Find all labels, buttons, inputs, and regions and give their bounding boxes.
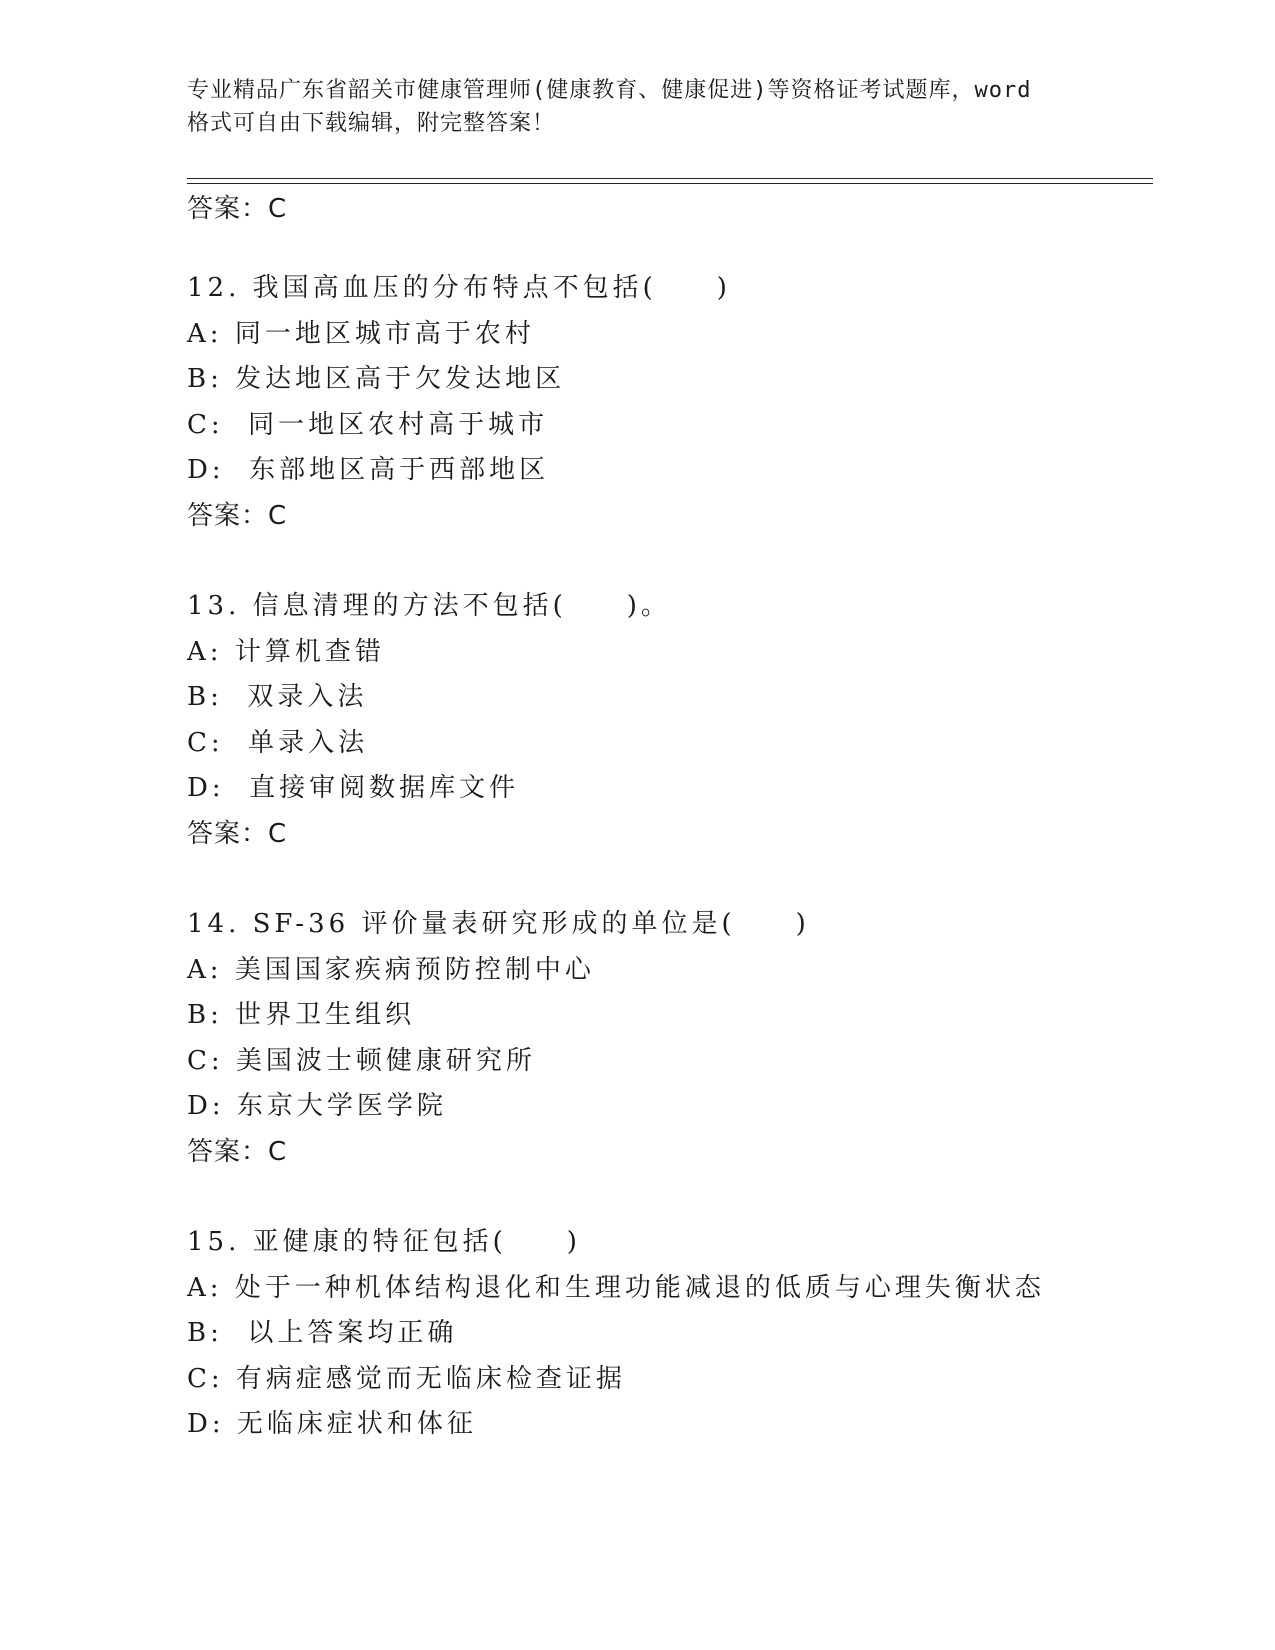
- answer-line: 答案：C: [187, 818, 288, 849]
- option-text: 同一地区农村高于城市: [235, 409, 549, 440]
- question-text: 亚健康的特征包括( ): [252, 1227, 581, 1257]
- question-stem: [187, 266, 1187, 312]
- option-text: 以上答案均正确: [235, 1318, 458, 1348]
- question-number: 14.: [187, 909, 241, 939]
- option-text: 美国国家疾病预防控制中心: [234, 954, 595, 985]
- question-number: 12.: [187, 273, 241, 303]
- option-d: D: 直接审阅数据库文件: [187, 773, 520, 803]
- option-text: 无临床症状和体征: [236, 1409, 477, 1439]
- option-text: 处于一种机体结构退化和生理功能减退的低质与心理失衡状态: [234, 1272, 1045, 1303]
- option-text: 直接审阅数据库文件: [236, 773, 520, 803]
- option-c: C: 单录入法: [187, 727, 369, 758]
- question-stem: [187, 584, 1187, 630]
- header-line-1: 专业精品广东省韶关市健康管理师(健康教育、健康促进)等资格证考试题库，word: [187, 78, 1032, 103]
- question-number: 13.: [187, 591, 241, 621]
- header-line-2: 格式可自由下载编辑，附完整答案！: [187, 111, 556, 136]
- option-b: B: 以上答案均正确: [187, 1318, 458, 1348]
- header-divider: [187, 178, 1153, 184]
- question-stem: [187, 902, 1187, 948]
- question-text: SF-36 评价量表研究形成的单位是( ): [252, 909, 810, 939]
- option-b: B: 发达地区高于欠发达地区: [187, 364, 566, 394]
- question-14: [187, 902, 1187, 1175]
- option-text: 单录入法: [235, 727, 369, 758]
- option-d: D: 无临床症状和体征: [187, 1409, 477, 1439]
- option-c: C: 美国波士顿健康研究所: [187, 1045, 536, 1076]
- question-15: [187, 1220, 1187, 1448]
- previous-answer: 答案：C: [187, 194, 288, 224]
- option-a: A: 计算机查错: [187, 636, 385, 667]
- question-text: 信息清理的方法不包括( )。: [252, 591, 671, 621]
- option-b: B: 双录入法: [187, 682, 368, 712]
- answer-line: 答案：C: [187, 1136, 288, 1167]
- question-stem: [187, 1220, 1187, 1266]
- option-a: A: 处于一种机体结构退化和生理功能减退的低质与心理失衡状态: [187, 1272, 1045, 1303]
- option-text: 发达地区高于欠发达地区: [235, 364, 566, 394]
- option-text: 美国波士顿健康研究所: [235, 1045, 536, 1076]
- option-text: 东京大学医学院: [236, 1091, 447, 1121]
- option-c: C: 有病症感觉而无临床检查证据: [187, 1363, 626, 1394]
- option-d: D: 东部地区高于西部地区: [187, 455, 550, 485]
- option-text: 双录入法: [235, 682, 368, 712]
- option-a: A: 美国国家疾病预防控制中心: [187, 954, 595, 985]
- option-b: B: 世界卫生组织: [187, 1000, 416, 1030]
- option-d: D: 东京大学医学院: [187, 1091, 447, 1121]
- question-number: 15.: [187, 1227, 241, 1257]
- question-12: [187, 266, 1187, 539]
- option-a: A: 同一地区城市高于农村: [187, 318, 535, 349]
- option-text: 有病症感觉而无临床检查证据: [235, 1363, 626, 1394]
- document-header: [187, 74, 1087, 140]
- answer-line: 答案：C: [187, 500, 288, 531]
- option-text: 同一地区城市高于农村: [234, 318, 535, 349]
- question-text: 我国高血压的分布特点不包括( ): [252, 273, 731, 303]
- option-text: 世界卫生组织: [235, 1000, 416, 1030]
- option-text: 计算机查错: [234, 636, 385, 667]
- question-13: [187, 584, 1187, 857]
- option-text: 东部地区高于西部地区: [236, 455, 550, 485]
- option-c: C: 同一地区农村高于城市: [187, 409, 549, 440]
